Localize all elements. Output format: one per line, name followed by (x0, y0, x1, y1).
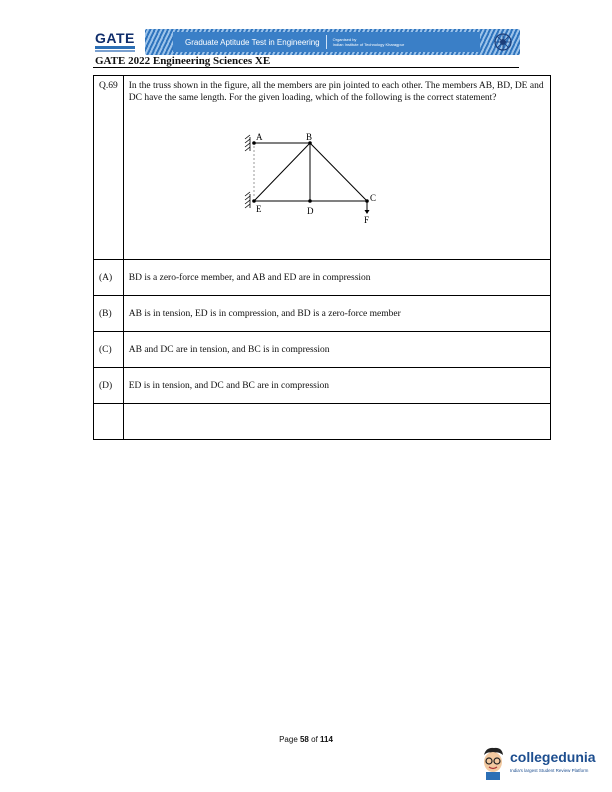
page-number: 58 (299, 735, 309, 744)
page-header (95, 29, 515, 57)
member-eb (254, 143, 310, 201)
option-row (94, 296, 551, 332)
watermark-tagline: India's largest Student Review Platform (510, 768, 589, 773)
member-bc (310, 143, 367, 201)
option-text: AB and DC are in tension, and BC is in compression (123, 332, 550, 368)
option-text: ED is in tension, and DC and BC are in compression (123, 368, 550, 404)
option-row (94, 260, 551, 296)
question-cell (123, 76, 550, 260)
watermark-name: collegedunia (510, 749, 596, 765)
collegedunia-watermark (478, 745, 608, 783)
question-row (94, 76, 551, 260)
option-label: (B) (94, 296, 124, 332)
iit-emblem-icon (493, 32, 513, 52)
wall-support-bottom (245, 192, 250, 208)
title-divider (93, 67, 519, 68)
wall-support-top (245, 135, 250, 151)
option-label: (C) (94, 332, 124, 368)
document-title: GATE 2022 Engineering Sciences XE (95, 55, 271, 67)
empty-row (94, 404, 551, 440)
gate-logo-text: GATE (95, 30, 135, 46)
banner-organizer: Organised by Indian Institute of Technology Kharagpur (332, 37, 405, 47)
gate-logo (95, 31, 141, 53)
question-text: In the truss shown in the figure, all the members are pin jointed to each other. The members AB, BD, DE and DC have the same length. For the given loading, which of the following is the correct statement? (128, 81, 544, 103)
label-d: D (306, 206, 314, 216)
label-b: B (305, 132, 312, 142)
option-text: AB is in tension, ED is in compression, and BD is a zero-force member (123, 296, 550, 332)
mascot-icon (478, 745, 508, 781)
header-banner (145, 29, 520, 55)
page-total: 114 (320, 735, 333, 744)
truss-figure (129, 110, 545, 225)
option-label: (D) (94, 368, 124, 404)
label-a: A (255, 132, 263, 142)
load-arrow-head (364, 210, 369, 214)
option-label: (A) (94, 260, 124, 296)
banner-title: Graduate Aptitude Test in Engineering (185, 37, 320, 47)
option-text: BD is a zero-force member, and AB and ED are in compression (123, 260, 550, 296)
option-row (94, 368, 551, 404)
label-e: E (255, 204, 262, 214)
question-number: Q.69 (94, 76, 124, 260)
question-table (93, 75, 551, 440)
option-row (94, 332, 551, 368)
label-c: C (369, 193, 376, 203)
page-footer: Page 58 of 114 (279, 735, 333, 744)
label-f: F (363, 215, 369, 225)
